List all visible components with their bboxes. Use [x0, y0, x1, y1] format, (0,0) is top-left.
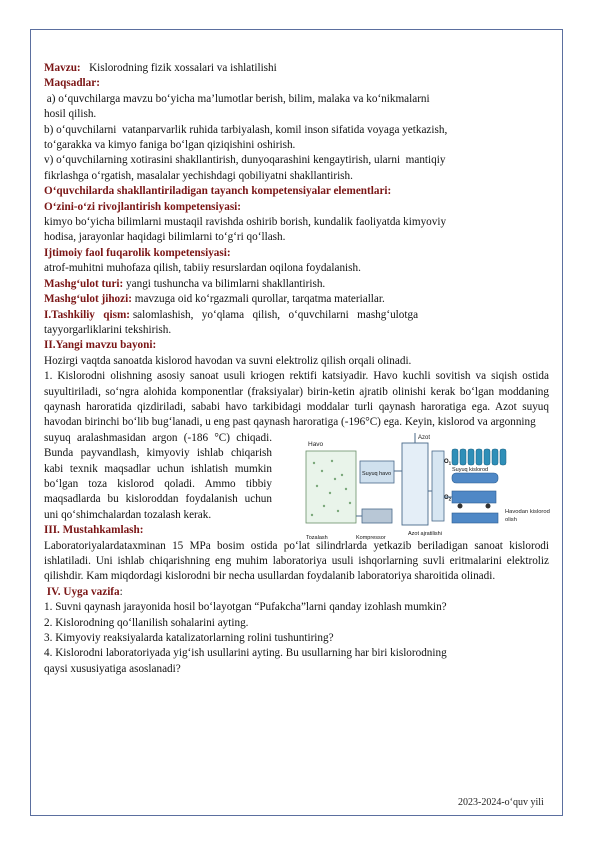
org-text: salomlashish, yo‘qlama qilish, o‘quvchilarni mashg‘ulotga	[130, 308, 419, 321]
footer-year: 2023-2024-o‘quv yili	[458, 797, 544, 808]
new-topic-heading: II.Yangi mavzu bayoni:	[44, 339, 157, 352]
homework-q2: 2. Kislorodning qo‘llanilish sohalarini ayting.	[44, 616, 249, 629]
goal-a-cont: hosil qilish.	[44, 108, 97, 121]
new-topic-paragraph: 1. Kislorodni olishning asosiy sanoat usuli kriogen rektifi katsiyadir. Havo kuchli sovitish va siqish ostida suyultiriladi, so‘ngra alohida komponentlar (fraksiyalar) birin-ketin ajratib olinishi kerak bo‘lgan moddaning qaynash haroratida qizdiriladi, sababi havo tarkibidagi moddalar turli qaynash haroratiga ega. Azot suyuq havodan birinchi bo‘lib bug‘lanadi, u eng past qaynash haroratiga (-196°C) ega. Keyin, kislorod va argonning	[44, 370, 549, 429]
social-text: atrof-muhitni muhofaza qilish, tabiiy resurslardan oqilona foydalanish.	[44, 262, 361, 275]
truck-wheel-1	[458, 503, 463, 508]
competencies-heading: O‘quvchilarda shakllantiriladigan tayanch kompetensiyalar elementlari:	[44, 185, 392, 198]
org-text-cont: tayyorgarliklarini tekshirish.	[44, 323, 172, 336]
figure-caption-line1: Havodan kislorod	[505, 508, 550, 515]
goal-v-cont: fikrlashga o‘rgatish, masalalar yechishdagi qobiliyatni shakllantirish.	[44, 169, 353, 182]
oxygen-cylinders	[452, 449, 506, 465]
homework-q1: 1. Suvni qaynash jarayonida hosil bo‘layotgan “Pufakcha”larni qanday izohlash mumkin?	[44, 601, 447, 614]
oxygen-truck-tank	[452, 491, 496, 503]
figure-caption-line2: olish	[505, 516, 517, 523]
homework-q3: 3. Kimyoviy reaksiyalarda katalizatorlarning rolini tushuntiring?	[44, 632, 334, 645]
homework-q4: 4. Kislorodni laboratoriyada yig‘ish usullarini ayting. Bu usullarning har biri kislorodning	[44, 647, 447, 660]
homework-q4-cont: qaysi xususiyatiga asoslanadi?	[44, 662, 181, 675]
topic-title: Kislorodning fizik xossalari va ishlatilishi	[89, 62, 277, 74]
label-azot-ajratilishi: Azot ajratilishi	[408, 530, 442, 537]
homework-heading-line	[44, 585, 549, 600]
liquid-oxygen-tank	[452, 473, 498, 483]
lesson-type	[44, 277, 549, 292]
lesson-type-label: Mashg‘ulot turi:	[44, 277, 124, 290]
goal-a: a) o‘quvchilarga mavzu bo‘yicha ma’lumotlar berish, bilim, malaka va ko‘nikmalarni	[44, 92, 430, 105]
lesson-equipment	[44, 292, 549, 307]
goal-b: b) o‘quvchilarni vatanparvarlik ruhida tarbiyalash, komil inson sifatida voyaga yetkazish,	[44, 123, 448, 136]
label-azot: Azot	[418, 434, 431, 441]
reinforce-text: Laboratoriyalardataxminan 15 MPa bosim ostida po‘lat silindrlarda yetkazib beriladigan sanoat kislorodi ishlatiladi. Uni ishlab chiqarishning eng muhim laboratoriya usuli ishqorlarning suvli eritmalarini elektroliz qilishdir. Kam miqdordagi kislorodni bir necha usullardan foydalanib laboratoriya sharoitida olinadi.	[44, 539, 549, 583]
label-suyuq-havo: Suyuq havo	[362, 470, 392, 477]
lesson-plan	[44, 61, 549, 677]
rail-tank	[452, 513, 498, 523]
air-intake-chamber	[306, 451, 356, 523]
homework-colon: :	[119, 585, 123, 598]
compressor-unit	[362, 509, 392, 523]
truck-wheel-2	[486, 503, 491, 508]
lesson-type-value: yangi tushuncha va bilimlarni shakllantirish.	[123, 277, 326, 290]
topic-label: Mavzu:	[44, 62, 81, 74]
self-dev-text-cont: hodisa, jarayonlar haqidagi bilimlarni to‘g‘ri qo‘llash.	[44, 231, 286, 244]
self-dev-text: kimyo bo‘yicha bilimlarni mustaqil ravishda oshirib borish, kundalik faoliyatda kimyoviy	[44, 216, 447, 229]
new-topic-intro: Hozirgi vaqtda sanoatda kislorod havodan va suvni elektroliz qilish orqali olinadi.	[44, 354, 412, 367]
label-o2: $O_2$	[444, 494, 452, 502]
goals-heading: Maqsadlar:	[44, 77, 100, 90]
separator-column	[432, 451, 444, 521]
label-tozalash: Tozalash	[306, 534, 328, 541]
org-label: I.Tashkiliy qism:	[44, 308, 131, 321]
label-suyuq-kislorod: Suyuq kislorod	[452, 466, 489, 473]
oxygen-production-diagram	[302, 431, 551, 547]
distillation-column	[402, 443, 428, 525]
reinforce-heading: III. Mustahkamlash:	[44, 524, 144, 537]
self-dev-heading: O‘zini-o‘zi rivojlantirish kompetensiyasi:	[44, 200, 242, 213]
topic-line	[44, 61, 549, 76]
org-part	[44, 308, 549, 323]
goal-b-cont: to‘garakka va kimyo faniga bo‘lgan qiziqishini oshirish.	[44, 139, 296, 152]
homework-heading: IV. Uyga vazifa	[44, 585, 120, 598]
new-topic-paragraph-tail: suyuq aralashmasidan argon (-186 °C) chiqadi. Bunda payvandlash, kimyoviy ishlab chiqarish kabi texnik maqsadlar uchun ishlatish mumkin bo‘lgan toza kislorod qoladi. Ammo tibbiy maqsadlarda bu kisloroddan foydalanish uchun uni qo‘shimchalardan tozalash kerak.	[44, 431, 272, 521]
goal-v: v) o‘quvchilarning xotirasini shakllantirish, dunyoqarashini kengaytirish, ularni mantiqiy	[44, 154, 446, 167]
lesson-equipment-value: mavzuga oid ko‘rgazmali qurollar, tarqatma materiallar.	[131, 293, 385, 306]
label-kompressor: Kompressor	[356, 534, 386, 541]
label-o1: $O_1$	[444, 458, 452, 466]
lesson-equipment-label: Mashg‘ulot jihozi:	[44, 293, 132, 306]
label-havo: Havo	[308, 440, 324, 448]
social-heading: Ijtimoiy faol fuqarolik kompetensiyasi:	[44, 246, 231, 259]
